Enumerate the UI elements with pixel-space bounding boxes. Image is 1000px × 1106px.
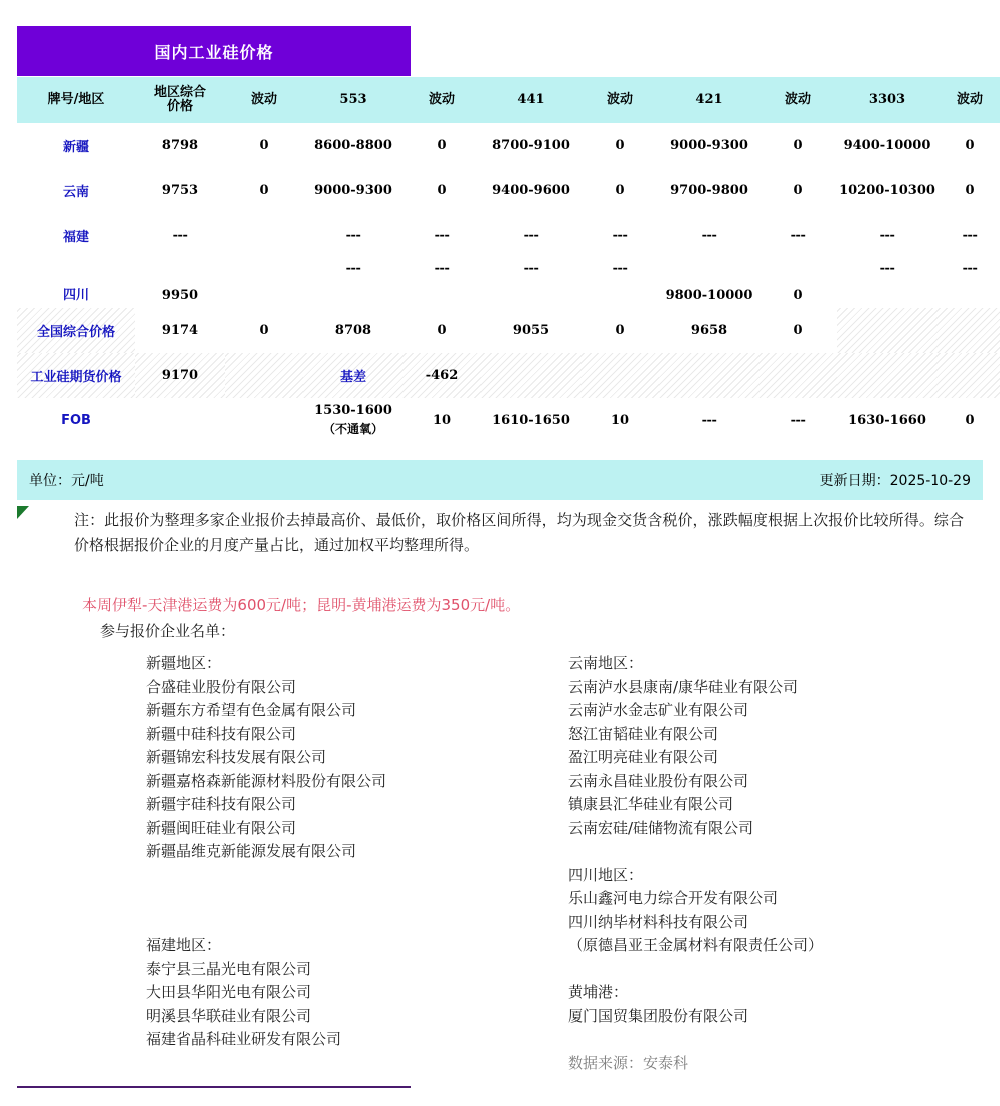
cell-value: 0 [225, 168, 303, 213]
company-name: 明溪县华联硅业有限公司 [146, 1006, 312, 1025]
cell-value: --- [759, 213, 837, 258]
company-group-sichuan [568, 864, 968, 958]
basis-label: 基差 [303, 353, 403, 398]
table-row [17, 213, 1000, 258]
unit-label: 单位：元/吨 [29, 473, 104, 489]
fob-553-stack [303, 402, 403, 438]
fob-553-cell [303, 398, 403, 443]
company-name: 盈江明亮硅业有限公司 [568, 748, 719, 766]
cell-value: 8708 [303, 308, 403, 353]
column-spacer [146, 864, 546, 911]
cell-value: --- [481, 258, 581, 308]
company-name: 新疆晶维克新能源发展有限公司 [146, 842, 357, 860]
company-name: 新疆闽旺硅业有限公司 [146, 818, 297, 837]
cell-value: --- [937, 213, 1000, 258]
cell-value [225, 353, 303, 398]
cell-value: 0 [403, 168, 481, 213]
cell-value: 10200-10300 [837, 168, 937, 213]
cell-value: 9400-10000 [837, 123, 937, 168]
silicon-price-table [17, 77, 1000, 443]
update-date-value: 2025-10-29 [889, 473, 971, 489]
cell-value: 0 [225, 308, 303, 353]
table-row [17, 123, 1000, 168]
table-row [17, 353, 1000, 398]
cell-value: --- [659, 213, 759, 258]
cell-value [759, 353, 837, 398]
cell-value: --- [135, 213, 225, 258]
cell-value: 0 [581, 123, 659, 168]
company-group-heading: 新疆地区： [146, 654, 222, 672]
cell-value: 8700-9100 [481, 123, 581, 168]
company-column-right [568, 652, 968, 1075]
cell-value: 9055 [481, 308, 581, 353]
cell-value: 0 [759, 168, 837, 213]
cell-value: --- [403, 213, 481, 258]
company-name: 云南宏硅/硅储物流有限公司 [568, 818, 754, 837]
company-group-heading: 福建地区： [146, 936, 222, 954]
col-header-3303: 3303 [837, 77, 937, 123]
company-name: 新疆东方希望有色金属有限公司 [146, 701, 357, 719]
row-label-futures-price: 工业硅期货价格 [17, 353, 135, 398]
cell-value: 0 [937, 398, 1000, 443]
company-name: 镇康县汇华硅业有限公司 [568, 795, 734, 813]
row-label-fob: FOB [17, 398, 135, 443]
data-source-label: 数据来源：安泰科 [568, 1053, 689, 1072]
cell-value: --- [403, 258, 481, 308]
company-group-fujian [146, 934, 546, 1052]
freight-cost-note: 本周伊犁-天津港运费为600元/吨；昆明-黄埔港运费为350元/吨。 [82, 596, 521, 614]
company-name: 乐山鑫河电力综合开发有限公司 [568, 889, 779, 907]
cell-value: 9753 [135, 168, 225, 213]
company-name: 云南永昌硅业股份有限公司 [568, 771, 749, 790]
table-row [17, 258, 1000, 308]
col-header-region: 牌号/地区 [17, 77, 135, 123]
company-group-heading: 云南地区： [568, 654, 644, 672]
cell-value [481, 353, 581, 398]
company-name: 泰宁县三晶光电有限公司 [146, 959, 312, 978]
cell-value: --- [837, 258, 937, 308]
cell-value: --- [581, 213, 659, 258]
cell-value: 1610-1650 [481, 398, 581, 443]
participants-list-label: 参与报价企业名单： [100, 622, 236, 640]
cell-value: --- [659, 398, 759, 443]
table-row [17, 168, 1000, 213]
col-header-composite-line2: 价格 [166, 99, 193, 114]
cell-value [225, 258, 303, 308]
cell-value: 9000-9300 [659, 123, 759, 168]
col-header-change-3: 波动 [581, 77, 659, 123]
cell-value: 0 [759, 123, 837, 168]
cell-value: 0 [937, 123, 1000, 168]
company-name: 云南泸水金志矿业有限公司 [568, 701, 749, 719]
company-group-heading: 黄埔港： [568, 983, 629, 1001]
cell-value: --- [303, 213, 403, 258]
basis-value: -462 [403, 353, 481, 398]
column-spacer [146, 911, 546, 935]
table-row [17, 308, 1000, 353]
col-header-change-1: 波动 [225, 77, 303, 123]
cell-value: 0 [759, 308, 837, 353]
cell-value: 0 [759, 258, 837, 308]
row-label-fujian: 福建 [17, 213, 135, 258]
update-date-label [820, 470, 971, 490]
note-paragraph: 注：此报价为整理多家企业报价去掉最高价、最低价，取价格区间所得，均为现金交货含税价，涨跌幅度根据上次报价比较所得。综合价格根据报价企业的月度产量占比，通过加权平均整理所得。 [74, 511, 964, 554]
cell-value: 10 [403, 398, 481, 443]
unit-and-date-bar [17, 460, 983, 500]
update-date-prefix: 更新日期： [819, 473, 890, 489]
cell-value [937, 353, 1000, 398]
cell-value: --- [303, 258, 403, 308]
row-label-xinjiang: 新疆 [17, 123, 135, 168]
row-label-national-composite: 全国综合价格 [17, 308, 135, 353]
cell-value [581, 353, 659, 398]
table-header-row [17, 77, 1000, 123]
company-group-xinjiang [146, 652, 546, 864]
col-header-441: 441 [481, 77, 581, 123]
cell-value: 0 [225, 123, 303, 168]
cell-value: --- [481, 213, 581, 258]
cell-value [837, 308, 937, 353]
cell-value: --- [759, 398, 837, 443]
cell-value: 10 [581, 398, 659, 443]
cell-value [225, 213, 303, 258]
col-header-421: 421 [659, 77, 759, 123]
company-group-heading: 四川地区： [568, 865, 644, 884]
company-name: 大田县华阳光电有限公司 [146, 983, 312, 1001]
cell-value: 9000-9300 [303, 168, 403, 213]
column-spacer [568, 958, 968, 982]
company-group-yunnan [568, 652, 968, 840]
cell-value [937, 308, 1000, 353]
cell-value: --- [937, 258, 1000, 308]
cell-value: 0 [937, 168, 1000, 213]
col-header-composite-line1: 地区综合 [153, 85, 206, 101]
page-title: 国内工业硅价格 [154, 42, 274, 62]
cell-value: --- [581, 258, 659, 308]
company-name: 福建省晶科硅业研发有限公司 [146, 1030, 342, 1048]
green-triangle-marker-icon [17, 506, 29, 519]
company-name: 怒江宙韬硅业有限公司 [568, 724, 719, 743]
cell-value [659, 353, 759, 398]
cell-value [135, 398, 225, 443]
col-header-change-2: 波动 [403, 77, 481, 123]
table-row [17, 398, 1000, 443]
cell-value: 0 [581, 168, 659, 213]
company-name: 合盛硅业股份有限公司 [146, 677, 297, 696]
cell-value: 0 [403, 308, 481, 353]
cell-value: 9174 [135, 308, 225, 353]
fob-553-note: （不通氧） [322, 422, 383, 437]
company-column-left [146, 652, 546, 1052]
company-name: 新疆锦宏科技发展有限公司 [146, 748, 327, 766]
fob-553-range: 1530-1600 [314, 403, 392, 419]
cell-value: 0 [403, 123, 481, 168]
price-table-title-bar [17, 26, 411, 76]
company-name: 新疆宇硅科技有限公司 [146, 795, 297, 813]
cell-value: 9400-9600 [481, 168, 581, 213]
row-label-yunnan: 云南 [17, 168, 135, 213]
cell-value: --- [837, 213, 937, 258]
column-spacer [568, 1028, 968, 1052]
column-spacer [568, 840, 968, 864]
company-name: 厦门国贸集团股份有限公司 [568, 1006, 749, 1025]
cell-value: 0 [581, 308, 659, 353]
cell-value: 1630-1660 [837, 398, 937, 443]
company-name: （原德昌亚王金属材料有限责任公司） [568, 936, 824, 954]
company-name: 四川纳毕材料科技有限公司 [568, 912, 749, 931]
cell-value: 9800-10000 [659, 258, 759, 308]
col-header-change-4: 波动 [759, 77, 837, 123]
col-header-change-5: 波动 [937, 77, 1000, 123]
row-label-sichuan: 四川 [17, 258, 135, 308]
company-name: 新疆嘉格森新能源材料股份有限公司 [146, 771, 387, 790]
company-name: 新疆中硅科技有限公司 [146, 724, 297, 743]
cell-value: 8798 [135, 123, 225, 168]
cell-value [837, 353, 937, 398]
bottom-divider [17, 1086, 411, 1088]
cell-value: 9950 [135, 258, 225, 308]
cell-value: 9170 [135, 353, 225, 398]
company-group-huangpu-port [568, 981, 968, 1028]
col-header-composite-price [135, 77, 225, 123]
cell-value [225, 398, 303, 443]
cell-value: 9658 [659, 308, 759, 353]
cell-value: 8600-8800 [303, 123, 403, 168]
col-header-553: 553 [303, 77, 403, 123]
cell-value: 9700-9800 [659, 168, 759, 213]
company-name: 云南泸水县康南/康华硅业有限公司 [568, 677, 799, 696]
